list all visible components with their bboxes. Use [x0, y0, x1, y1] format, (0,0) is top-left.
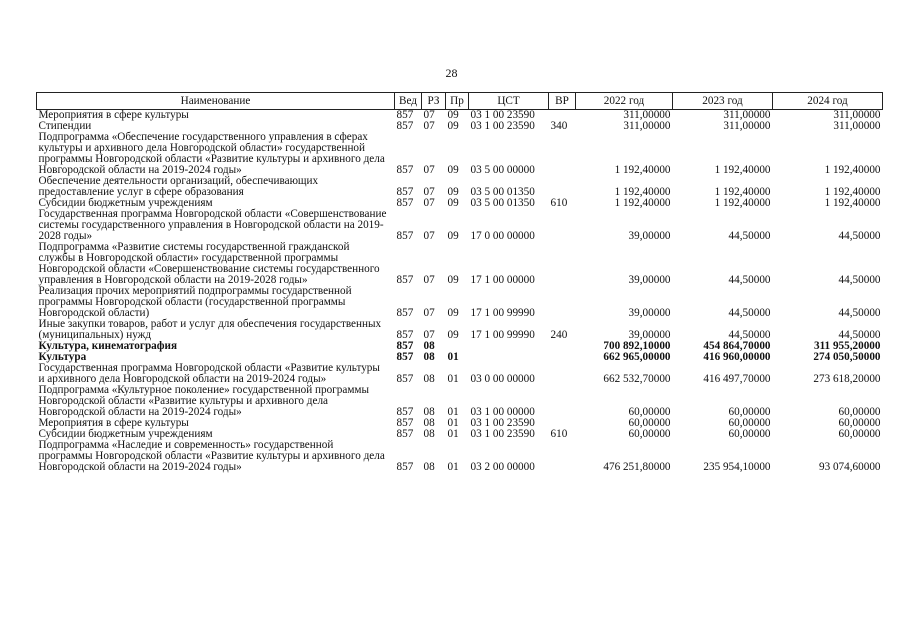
cell-2022: 476 251,80000: [603, 461, 671, 473]
cell-2024: 311,00000: [833, 109, 881, 121]
cell-2022: 39,00000: [628, 230, 671, 242]
cell-ved: 857: [396, 120, 414, 132]
cell-ved: 857: [396, 406, 414, 418]
cell-ved: 857: [396, 417, 414, 429]
cell-rz: 08: [423, 340, 435, 352]
cell-cst: 03 1 00 23590: [470, 120, 535, 132]
table-row: [37, 132, 883, 176]
cell-vr: [549, 176, 576, 198]
table-row: [37, 363, 883, 385]
cell-rz: 08: [423, 428, 435, 440]
cell-2022: 1 192,40000: [614, 164, 671, 176]
cell-cst: 17 1 00 99990: [470, 329, 535, 341]
cell-2022: 39,00000: [628, 307, 671, 319]
cell-vr: [549, 385, 576, 418]
cell-2024: 93 074,60000: [818, 461, 881, 473]
cell-2022: 60,00000: [628, 406, 671, 418]
cell-2024: 44,50000: [838, 329, 881, 341]
cell-name: Субсидии бюджетным учреждениям: [38, 197, 213, 209]
cell-ved: 857: [396, 197, 414, 209]
cell-ved: 857: [396, 329, 414, 341]
cell-2023: 44,50000: [728, 329, 771, 341]
cell-pr: 09: [447, 109, 459, 121]
cell-2024: 1 192,40000: [824, 197, 881, 209]
cell-ved: 857: [396, 373, 414, 385]
cell-name: Культура: [38, 351, 87, 363]
cell-2024: 311,00000: [833, 120, 881, 132]
cell-name: Мероприятия в сфере культуры: [38, 417, 189, 429]
cell-ved: 857: [396, 340, 414, 352]
header-2024: 2024 год: [773, 93, 883, 110]
header-rz: РЗ: [422, 93, 446, 110]
cell-vr: [549, 341, 576, 352]
cell-pr: 01: [447, 461, 459, 473]
budget-table: [36, 92, 883, 473]
table-row: [37, 242, 883, 286]
cell-ved: 857: [396, 230, 414, 242]
cell-pr: 09: [447, 274, 459, 286]
cell-pr: 01: [447, 373, 459, 385]
cell-name: Культура, кинематография: [38, 340, 177, 352]
cell-rz: 08: [423, 461, 435, 473]
cell-2022: 311,00000: [623, 109, 671, 121]
header-vr: ВР: [549, 93, 576, 110]
cell-rz: 07: [423, 230, 435, 242]
cell-pr: 01: [447, 417, 459, 429]
cell-2023: 60,00000: [728, 417, 771, 429]
cell-2024: 60,00000: [838, 417, 881, 429]
cell-name: Подпрограмма «Культурное поколение» государственной программы Новгородской области «Развитие культуры и архивного дела Новгородской области на 2019-2024 годы»: [38, 384, 369, 418]
cell-vr: [549, 209, 576, 242]
cell-ved: 857: [396, 351, 414, 363]
cell-pr: 09: [447, 329, 459, 341]
cell-name: Подпрограмма «Обеспечение государственного управления в сферах культуры и архивного дела Новгородской области» государственной программы Новгородской области «Развитие культуры и архивного дела Новгородской области на 2019-2024 годы»: [38, 131, 385, 176]
page-number: 28: [445, 66, 458, 80]
cell-vr: [549, 242, 576, 286]
cell-cst: [469, 352, 549, 363]
cell-ved: 857: [396, 307, 414, 319]
cell-pr: 09: [447, 230, 459, 242]
cell-2024: 44,50000: [838, 230, 881, 242]
cell-pr: 09: [447, 120, 459, 132]
cell-2024: 60,00000: [838, 406, 881, 418]
cell-2023: 311,00000: [723, 120, 771, 132]
cell-cst: 03 1 00 23590: [470, 417, 535, 429]
cell-cst: 17 0 00 00000: [470, 230, 535, 242]
cell-name: Подпрограмма «Наследие и современность» государственной программы Новгородской области «Развитие культуры и архивного дела Новгородской области на 2019-2024 годы»: [38, 439, 385, 473]
cell-rz: 08: [423, 373, 435, 385]
cell-cst: 03 5 00 01350: [470, 197, 535, 209]
cell-2023: 416 497,70000: [703, 373, 771, 385]
cell-2023: 44,50000: [728, 274, 771, 286]
cell-2023: 311,00000: [723, 109, 771, 121]
table-header-row: [37, 93, 883, 110]
cell-vr: [549, 352, 576, 363]
header-2023: 2023 год: [673, 93, 773, 110]
cell-name: Реализация прочих мероприятий подпрограммы государственной программы Новгородской области (государственной программы Новгородской области): [38, 285, 352, 319]
cell-cst: 03 1 00 23590: [470, 109, 535, 121]
cell-ved: 857: [396, 274, 414, 286]
cell-2022: 39,00000: [628, 329, 671, 341]
cell-name: Субсидии бюджетным учреждениям: [38, 428, 213, 440]
header-cst: ЦСТ: [469, 93, 549, 110]
table-row: [37, 319, 883, 341]
cell-name: Мероприятия в сфере культуры: [38, 109, 189, 121]
cell-ved: 857: [396, 428, 414, 440]
cell-2024: 60,00000: [838, 428, 881, 440]
cell-pr: 09: [447, 186, 459, 198]
cell-pr: 09: [447, 164, 459, 176]
cell-vr: [549, 132, 576, 176]
cell-cst: 17 1 00 00000: [470, 274, 535, 286]
cell-2024: 273 618,20000: [813, 373, 881, 385]
cell-2023: 1 192,40000: [714, 164, 771, 176]
cell-rz: 07: [423, 307, 435, 319]
cell-vr: [549, 286, 576, 319]
cell-name: Иные закупки товаров, работ и услуг для обеспечения государственных (муниципальных) нужд: [38, 318, 382, 341]
cell-cst: [469, 341, 549, 352]
cell-rz: 07: [423, 164, 435, 176]
cell-2023: 416 960,00000: [703, 351, 771, 363]
cell-name: Стипендии: [38, 120, 92, 132]
header-pr: Пр: [446, 93, 469, 110]
cell-ved: 857: [396, 186, 414, 198]
cell-2022: 662 965,00000: [603, 351, 671, 363]
cell-2023: 235 954,10000: [703, 461, 771, 473]
header-ved: Вед: [395, 93, 422, 110]
cell-2024: 44,50000: [838, 274, 881, 286]
cell-2024: 311 955,20000: [813, 340, 881, 352]
cell-2023: 1 192,40000: [714, 186, 771, 198]
cell-vr: 240: [550, 329, 568, 341]
cell-vr: [549, 363, 576, 385]
cell-2024: 1 192,40000: [824, 164, 881, 176]
cell-rz: 07: [423, 109, 435, 121]
table-row: [37, 385, 883, 418]
table-row: [37, 440, 883, 473]
cell-2022: 60,00000: [628, 417, 671, 429]
cell-rz: 07: [423, 274, 435, 286]
cell-2023: 60,00000: [728, 406, 771, 418]
table-row: [37, 286, 883, 319]
table-row: [37, 176, 883, 198]
cell-2022: 39,00000: [628, 274, 671, 286]
cell-pr: 01: [447, 351, 459, 363]
cell-2022: 1 192,40000: [614, 186, 671, 198]
cell-2022: 1 192,40000: [614, 197, 671, 209]
header-name: Наименование: [37, 93, 395, 110]
cell-cst: 03 1 00 00000: [470, 406, 535, 418]
header-2022: 2022 год: [576, 93, 673, 110]
cell-name: Обеспечение деятельности организаций, обеспечивающих предоставление услуг в сфере образования: [38, 175, 319, 198]
cell-rz: 07: [423, 197, 435, 209]
cell-vr: 610: [550, 197, 568, 209]
cell-cst: 17 1 00 99990: [470, 307, 535, 319]
cell-vr: [549, 440, 576, 473]
cell-rz: 08: [423, 406, 435, 418]
cell-pr: 09: [447, 197, 459, 209]
cell-pr: 01: [447, 406, 459, 418]
cell-ved: 857: [396, 109, 414, 121]
cell-pr: 09: [447, 307, 459, 319]
cell-cst: 03 1 00 23590: [470, 428, 535, 440]
cell-2023: 44,50000: [728, 307, 771, 319]
cell-ved: 857: [396, 461, 414, 473]
cell-2022: 60,00000: [628, 428, 671, 440]
cell-2022: 700 892,10000: [603, 340, 671, 352]
cell-rz: 07: [423, 120, 435, 132]
table-body: [37, 110, 883, 474]
cell-2024: 1 192,40000: [824, 186, 881, 198]
cell-name: Государственная программа Новгородской области «Развитие культуры и архивного дела Новгородской области на 2019-2024 годы»: [38, 362, 380, 385]
cell-cst: 03 5 00 00000: [470, 164, 535, 176]
cell-2024: 274 050,50000: [813, 351, 881, 363]
cell-2023: 1 192,40000: [714, 197, 771, 209]
cell-vr: 340: [550, 120, 568, 132]
cell-vr: 610: [550, 428, 568, 440]
cell-rz: 07: [423, 329, 435, 341]
cell-name: Подпрограмма «Развитие системы государственной гражданской службы в Новгородской области» государственной программы Новгородской области «Совершенствование системы государственного управления в Новгородской области на 2019-2028 годы»: [38, 241, 380, 286]
cell-ved: 857: [396, 164, 414, 176]
cell-rz: 08: [423, 351, 435, 363]
cell-2024: 44,50000: [838, 307, 881, 319]
cell-2022: 311,00000: [623, 120, 671, 132]
table-row: [37, 209, 883, 242]
cell-rz: 07: [423, 186, 435, 198]
cell-name: Государственная программа Новгородской области «Совершенствование системы государственного управления в Новгородской области на 2019-2028 годы»: [38, 208, 387, 242]
cell-2022: 662 532,70000: [603, 373, 671, 385]
cell-rz: 08: [423, 417, 435, 429]
cell-pr: 01: [447, 428, 459, 440]
cell-cst: 03 0 00 00000: [470, 373, 535, 385]
cell-cst: 03 5 00 01350: [470, 186, 535, 198]
cell-2023: 454 864,70000: [703, 340, 771, 352]
cell-2023: 60,00000: [728, 428, 771, 440]
cell-cst: 03 2 00 00000: [470, 461, 535, 473]
cell-2023: 44,50000: [728, 230, 771, 242]
